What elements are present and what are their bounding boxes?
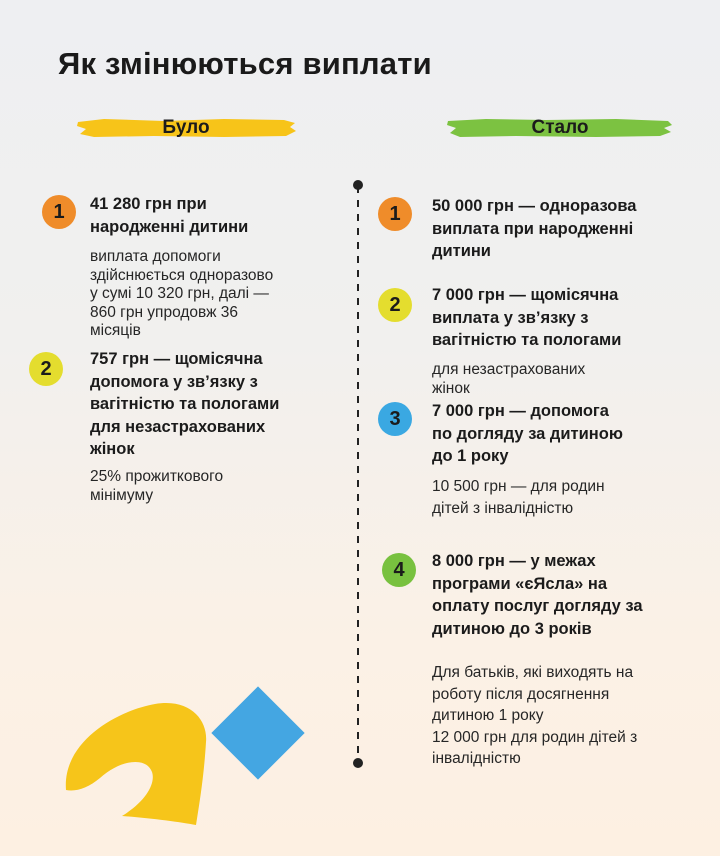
after-column-label: Стало xyxy=(446,116,674,140)
column-divider xyxy=(357,186,359,766)
divider-bottom-dot xyxy=(353,758,363,768)
item-detail: Для батьків, які виходять на роботу після досягнення дитиною 1 року 12 000 грн для родин дітей з інвалідністю xyxy=(432,664,638,767)
item-detail: 25% прожиткового мінімуму xyxy=(90,468,224,504)
decorative-shapes xyxy=(60,680,320,856)
item-heading: 7 000 грн — допомога по догляду за дитиною до 1 року xyxy=(432,402,623,465)
before-column-label: Було xyxy=(74,116,298,140)
blue-diamond-shape xyxy=(211,686,304,779)
item-detail: 10 500 грн — для родин дітей з інвалідністю xyxy=(432,478,605,517)
item-heading: 41 280 грн при народженні дитини xyxy=(90,195,249,236)
page-title: Як змінюються виплати xyxy=(58,46,432,81)
item-detail: виплата допомоги здійснюється одноразово у сумі 10 320 грн, далі — 860 грн упродовж 36 місяців xyxy=(90,248,274,339)
item-heading: 50 000 грн — одноразова виплата при народженні дитини xyxy=(432,197,637,260)
yellow-arch-shape xyxy=(66,703,206,825)
item-heading: 7 000 грн — щомісячна виплата у зв’язку з вагітністю та пологами xyxy=(432,286,622,349)
item-heading: 8 000 грн — у межах програми «єЯсла» на оплату послуг догляду за дитиною до 3 років xyxy=(432,552,643,638)
item-detail: для незастрахованих жінок xyxy=(432,361,586,397)
number-badge: 1 xyxy=(42,195,76,229)
number-badge: 3 xyxy=(378,402,412,436)
item-heading: 757 грн — щомісячна допомога у зв’язку з вагітністю та пологами для незастрахованих жінок xyxy=(90,350,280,458)
number-badge: 4 xyxy=(382,553,416,587)
number-badge: 1 xyxy=(378,197,412,231)
number-badge: 2 xyxy=(378,288,412,322)
number-badge: 2 xyxy=(29,352,63,386)
